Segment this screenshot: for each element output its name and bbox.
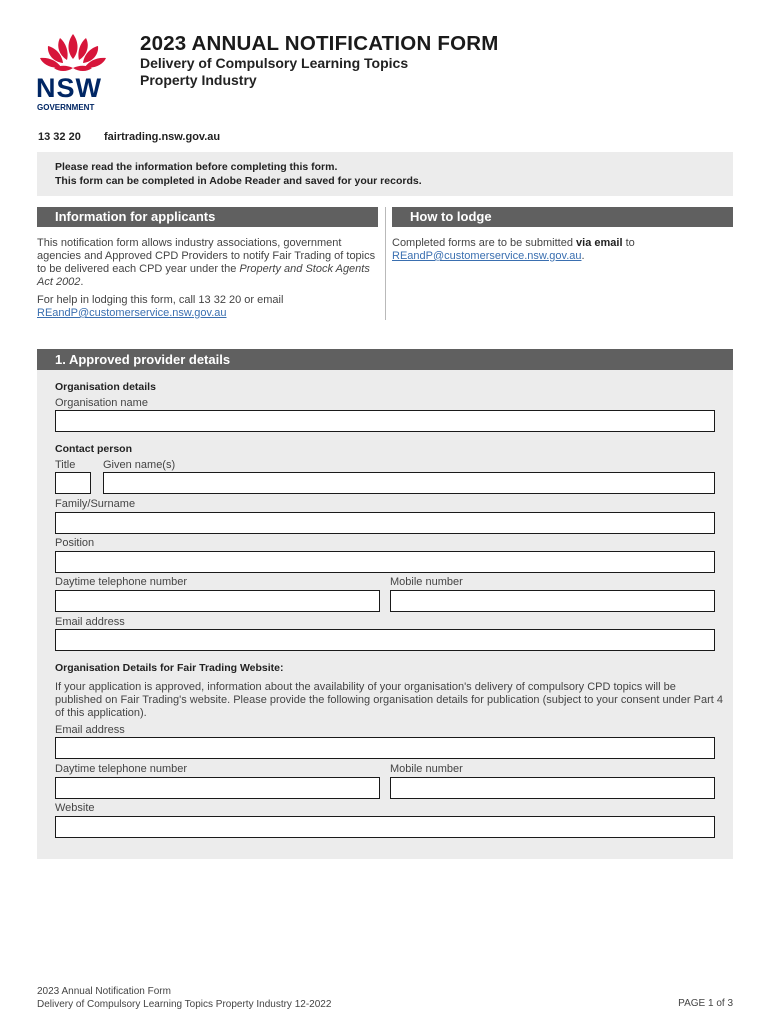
- daytime-phone-label: Daytime telephone number: [55, 576, 188, 588]
- page-number: PAGE 1 of 3: [678, 998, 733, 1009]
- info-paragraph-1: [37, 237, 382, 289]
- column-divider: [385, 207, 386, 320]
- pub-email-label: Email address: [55, 724, 125, 736]
- lodge-email-link[interactable]: REandP@customerservice.nsw.gov.au: [392, 250, 582, 262]
- notice-line2: This form can be completed in Adobe Reader and saved for your records.: [55, 175, 422, 187]
- footer: [37, 985, 331, 1011]
- title-input[interactable]: [55, 472, 91, 494]
- given-names-input[interactable]: [103, 472, 715, 494]
- pub-email-input[interactable]: [55, 737, 715, 759]
- website-details-paragraph: If your application is approved, information about the availability of your organisation's delivery of compulsory CPD topics will be published on Fair Trading's website. Please provide the following organisation details for publication (subject to your consent under Part 4 of this application).: [55, 681, 723, 719]
- given-names-label: Given name(s): [103, 459, 176, 471]
- info-para1-text: This notification form allows industry associations, government agencies and Approved CPD Providers to notify Fair Trading of topics to be delivered each CPD year under the: [37, 237, 376, 275]
- pub-daytime-phone-label: Daytime telephone number: [55, 763, 188, 775]
- subtitle-line1: Delivery of Compulsory Learning Topics: [140, 55, 409, 71]
- lodge-paragraph: [392, 237, 732, 263]
- email-input[interactable]: [55, 629, 715, 651]
- org-name-label: Organisation name: [55, 397, 148, 409]
- mobile-label: Mobile number: [390, 576, 463, 588]
- notice-line1: Please read the information before completing this form.: [55, 161, 338, 173]
- logo-subtext: GOVERNMENT: [37, 103, 95, 112]
- pub-mobile-label: Mobile number: [390, 763, 463, 775]
- pub-daytime-phone-input[interactable]: [55, 777, 380, 799]
- pub-website-label: Website: [55, 802, 95, 814]
- lodge-heading: How to lodge: [392, 207, 733, 227]
- contact-phone: 13 32 20: [38, 131, 81, 143]
- title-label: Title: [55, 459, 76, 471]
- info-heading: Information for applicants: [37, 207, 378, 227]
- lodge-text: Completed forms are to be submitted: [392, 237, 577, 249]
- page-title: 2023 ANNUAL NOTIFICATION FORM: [140, 32, 499, 55]
- surname-label: Family/Surname: [55, 498, 136, 510]
- act-name: Property and Stock Agents Act 2002: [37, 263, 370, 288]
- lodge-end: .: [581, 250, 585, 262]
- website-details-heading: Organisation Details for Fair Trading Website:: [55, 662, 284, 674]
- contact-person-heading: Contact person: [55, 443, 133, 455]
- lodge-bold: via email: [576, 237, 623, 249]
- info-para1-end: .: [80, 276, 84, 288]
- email-label: Email address: [55, 616, 125, 628]
- surname-input[interactable]: [55, 512, 715, 534]
- pub-website-input[interactable]: [55, 816, 715, 838]
- page-subtitle: [140, 55, 408, 89]
- subtitle-line2: Property Industry: [140, 72, 257, 88]
- daytime-phone-input[interactable]: [55, 590, 380, 612]
- mobile-input[interactable]: [390, 590, 715, 612]
- logo-text: NSW: [36, 73, 102, 103]
- position-label: Position: [55, 537, 95, 549]
- org-details-heading: Organisation details: [55, 381, 156, 393]
- section1-heading: 1. Approved provider details: [37, 349, 733, 370]
- org-name-input[interactable]: [55, 410, 715, 432]
- footer-line1: 2023 Annual Notification Form: [37, 986, 171, 997]
- position-input[interactable]: [55, 551, 715, 573]
- notice-box: [37, 152, 733, 196]
- info-paragraph-2: [37, 294, 382, 320]
- nsw-government-logo: [34, 32, 112, 114]
- pub-mobile-input[interactable]: [390, 777, 715, 799]
- help-email-link[interactable]: REandP@customerservice.nsw.gov.au: [37, 307, 227, 319]
- footer-line2: Delivery of Compulsory Learning Topics Property Industry 12-2022: [37, 999, 332, 1010]
- lodge-text-after: to: [622, 237, 635, 249]
- contact-website[interactable]: fairtrading.nsw.gov.au: [104, 131, 221, 143]
- info-para2-text: For help in lodging this form, call 13 32 20 or email: [37, 294, 284, 306]
